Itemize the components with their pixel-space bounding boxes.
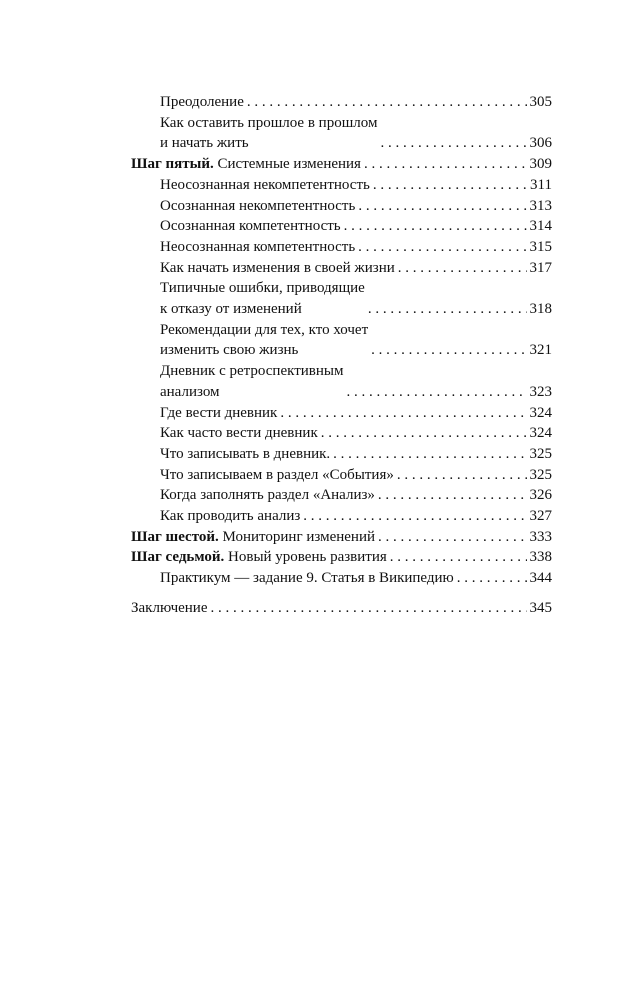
toc-entry-title: Когда заполнять раздел «Анализ» xyxy=(160,487,375,504)
dot-leader xyxy=(368,299,527,320)
toc-page-number: 317 xyxy=(529,259,552,276)
toc-entry-title: Шаг пятый. Системные изменения xyxy=(131,156,361,173)
toc-page-number: 323 xyxy=(529,383,552,400)
dot-leader xyxy=(358,196,526,217)
toc-page-number: 345 xyxy=(529,599,552,616)
toc-entry-title: Как начать изменения в своей жизни xyxy=(160,259,395,276)
toc-entry xyxy=(131,278,552,319)
toc-page-number: 321 xyxy=(529,342,552,359)
toc-entry xyxy=(131,361,552,402)
toc-entry-title: Где вести дневник xyxy=(160,404,278,421)
toc-page-number: 315 xyxy=(529,238,552,255)
dot-leader xyxy=(398,258,527,279)
dot-leader xyxy=(378,485,527,506)
dot-leader xyxy=(346,382,526,403)
toc-entry-title: Практикум — задание 9. Статья в Википедию xyxy=(160,570,454,587)
dot-leader xyxy=(378,527,526,548)
toc-entry-title: Шаг шестой. Мониторинг изменений xyxy=(131,528,376,545)
dot-leader xyxy=(344,216,527,237)
toc-page-number: 344 xyxy=(529,570,552,587)
toc-entry xyxy=(131,175,552,196)
toc-entry xyxy=(131,196,552,217)
toc-page-number: 326 xyxy=(529,487,552,504)
toc-entry-title: Как проводить анализ xyxy=(160,508,301,525)
toc-page-number: 314 xyxy=(529,218,552,235)
toc-entry xyxy=(131,320,552,361)
table-of-contents xyxy=(131,92,552,619)
toc-entry-title: Преодоление xyxy=(160,94,244,110)
toc-entry xyxy=(131,216,552,237)
toc-page-number: 333 xyxy=(529,528,552,545)
dot-leader xyxy=(371,340,526,361)
toc-entry xyxy=(131,92,552,113)
toc-entry xyxy=(131,444,552,465)
toc-entry-title: Шаг седьмой. Новый уровень развития xyxy=(131,549,387,566)
toc-entry-title: Что записываем в раздел «События» xyxy=(160,466,394,483)
toc-entry-conclusion xyxy=(131,598,552,619)
dot-leader xyxy=(397,465,527,486)
dot-leader xyxy=(364,154,527,175)
dot-leader xyxy=(333,444,526,465)
toc-page-number: 313 xyxy=(529,197,552,214)
toc-page-number: 306 xyxy=(529,135,552,152)
dot-leader xyxy=(303,506,526,527)
toc-page-number: 327 xyxy=(529,508,552,525)
dot-leader xyxy=(247,92,527,113)
toc-entry-title: Дневник с ретроспективным анализом xyxy=(160,363,344,400)
dot-leader xyxy=(358,237,526,258)
toc-entry-chapter xyxy=(131,154,552,175)
toc-entry-title: Рекомендации для тех, кто хочет изменить свою жизнь xyxy=(160,321,369,359)
toc-page-number: 318 xyxy=(529,301,552,318)
toc-entry-title: Неосознанная компетентность xyxy=(160,238,356,255)
toc-page-number: 324 xyxy=(529,404,552,421)
dot-leader xyxy=(390,547,527,568)
toc-page-number: 324 xyxy=(529,425,552,442)
toc-page-number: 338 xyxy=(529,549,552,566)
dot-leader xyxy=(211,598,527,619)
toc-page-number: 325 xyxy=(529,445,552,462)
toc-entry-title: Осознанная некомпетентность xyxy=(160,197,356,214)
toc-page-number: 311 xyxy=(530,176,552,193)
dot-leader xyxy=(380,133,526,154)
toc-entry xyxy=(131,258,552,279)
toc-entry-title: Как часто вести дневник xyxy=(160,425,318,442)
toc-entry-title: Как оставить прошлое в прошлом и начать жить xyxy=(160,114,378,152)
dot-leader xyxy=(321,423,527,444)
toc-entry-title: Неосознанная некомпетентность xyxy=(160,176,370,193)
dot-leader xyxy=(373,175,527,196)
toc-entry xyxy=(131,485,552,506)
toc-page-number: 309 xyxy=(529,156,552,173)
dot-leader xyxy=(457,568,527,589)
toc-entry-title: Типичные ошибки, приводящие к отказу от изменений xyxy=(160,280,365,318)
toc-entry xyxy=(131,506,552,527)
toc-entry-title: Осознанная компетентность xyxy=(160,218,341,235)
toc-entry-chapter xyxy=(131,527,552,548)
toc-entry xyxy=(131,403,552,424)
toc-entry-title: Что записывать в дневник. xyxy=(160,445,331,462)
dot-leader xyxy=(280,403,526,424)
toc-entry xyxy=(131,568,552,589)
toc-entry xyxy=(131,423,552,444)
toc-page-number: 325 xyxy=(529,466,552,483)
toc-entry xyxy=(131,237,552,258)
toc-entry xyxy=(131,465,552,486)
toc-entry xyxy=(131,113,552,154)
toc-page-number: 305 xyxy=(529,94,552,110)
toc-entry-chapter xyxy=(131,547,552,568)
toc-entry-title: Заключение xyxy=(131,599,208,616)
